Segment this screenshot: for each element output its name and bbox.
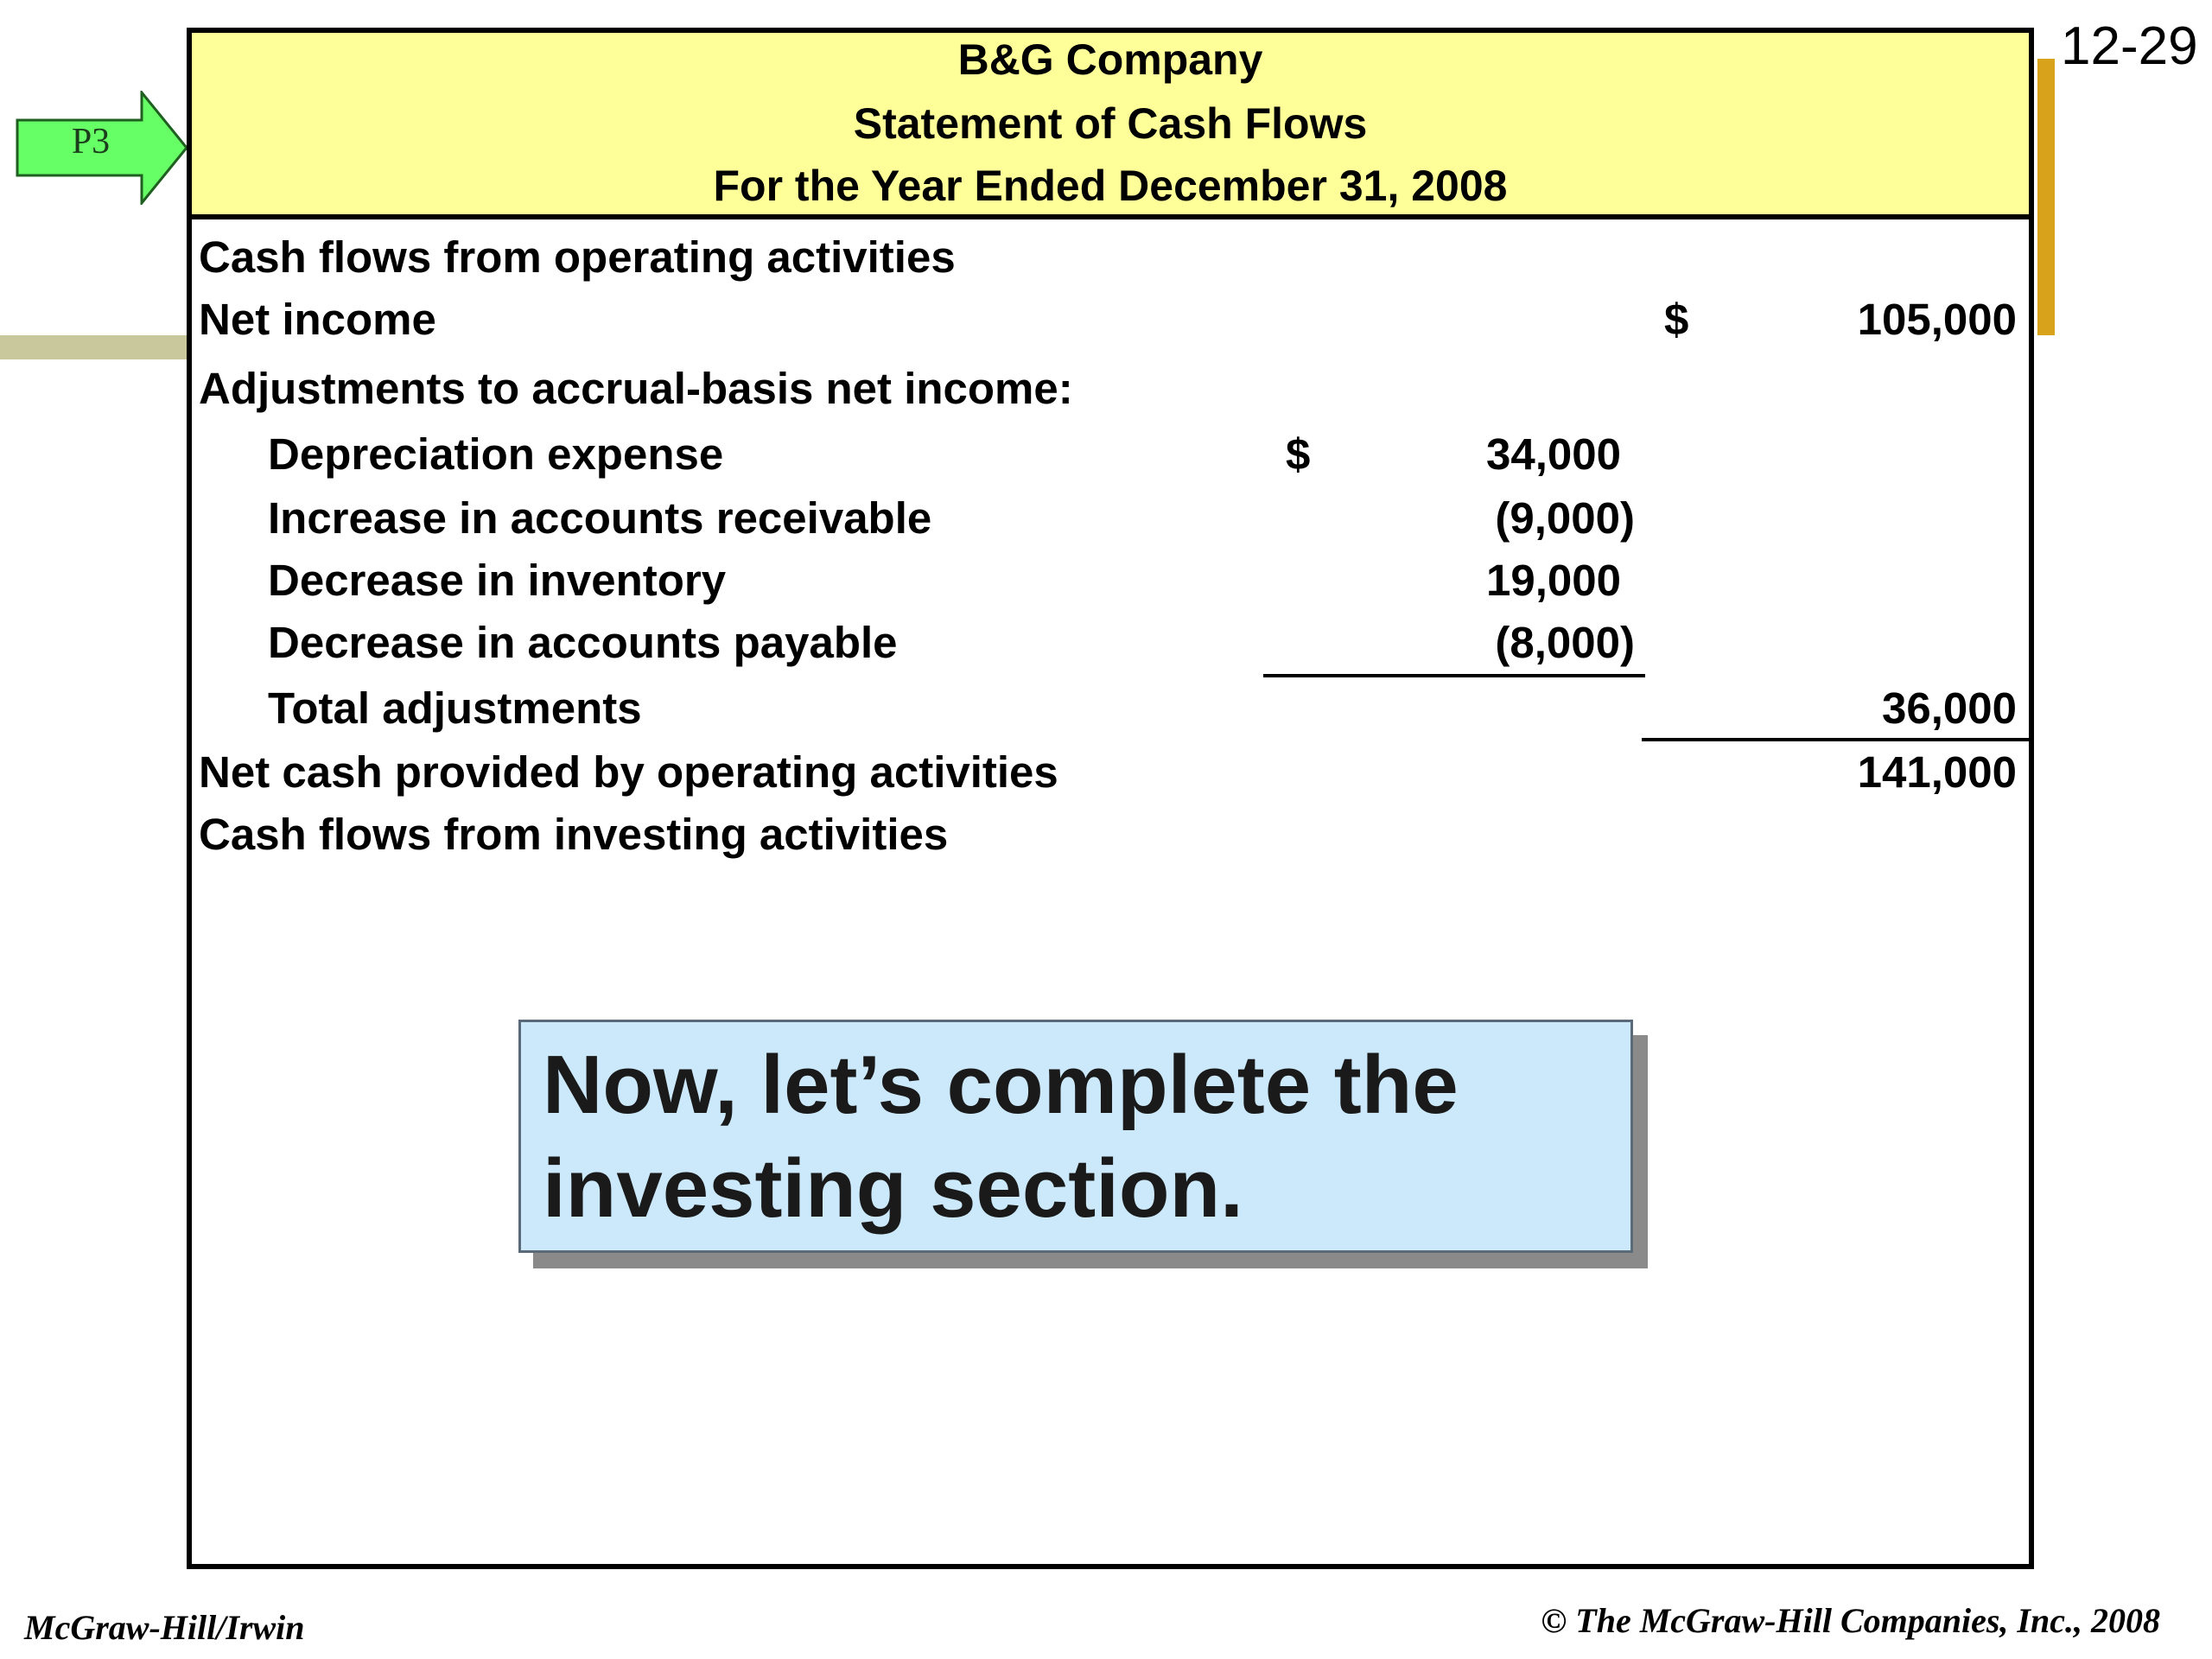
footer-copyright: © The McGraw-Hill Companies, Inc., 2008 xyxy=(1541,1601,2160,1640)
net-income-label: Net income xyxy=(199,295,436,344)
arrow-badge-label: P3 xyxy=(71,122,111,162)
adjustment-currency: $ xyxy=(1286,429,1311,479)
net-cash-operating-label: Net cash provided by operating activities xyxy=(199,747,1058,797)
accent-bar-left xyxy=(0,335,187,359)
callout-text: Now, let’s complete the investing section. xyxy=(543,1039,1459,1235)
adjustment-label: Decrease in inventory xyxy=(268,556,727,605)
subtotal-rule xyxy=(1263,674,1645,677)
adjustment-amount: (8,000) xyxy=(1495,618,1635,667)
total-adjustments-amount: 36,000 xyxy=(1882,683,2017,733)
adjustment-label: Depreciation expense xyxy=(268,429,724,479)
total-adjustments-label: Total adjustments xyxy=(268,683,642,733)
accent-bar-right xyxy=(2037,59,2055,335)
adjustment-amount: (9,000) xyxy=(1495,493,1635,543)
net-income-currency: $ xyxy=(1664,295,1689,344)
statement-title: Statement of Cash Flows xyxy=(853,99,1368,148)
statement-period: For the Year Ended December 31, 2008 xyxy=(713,162,1508,210)
adjustment-amount: 34,000 xyxy=(1486,429,1621,479)
adjustment-label: Increase in accounts receivable xyxy=(268,493,932,543)
adjustment-amount: 19,000 xyxy=(1486,556,1621,605)
company-name: B&G Company xyxy=(957,35,1263,84)
net-income-amount: 105,000 xyxy=(1857,295,2017,344)
slide-number: 12-29 xyxy=(2061,16,2198,76)
net-cash-operating-amount: 141,000 xyxy=(1857,747,2017,797)
investing-heading: Cash flows from investing activities xyxy=(199,810,949,859)
footer-publisher: McGraw-Hill/Irwin xyxy=(24,1608,305,1647)
adjustments-heading: Adjustments to accrual-basis net income: xyxy=(199,364,1073,413)
total-rule xyxy=(1642,738,2032,741)
adjustment-label: Decrease in accounts payable xyxy=(268,618,898,667)
operating-heading: Cash flows from operating activities xyxy=(199,232,956,282)
